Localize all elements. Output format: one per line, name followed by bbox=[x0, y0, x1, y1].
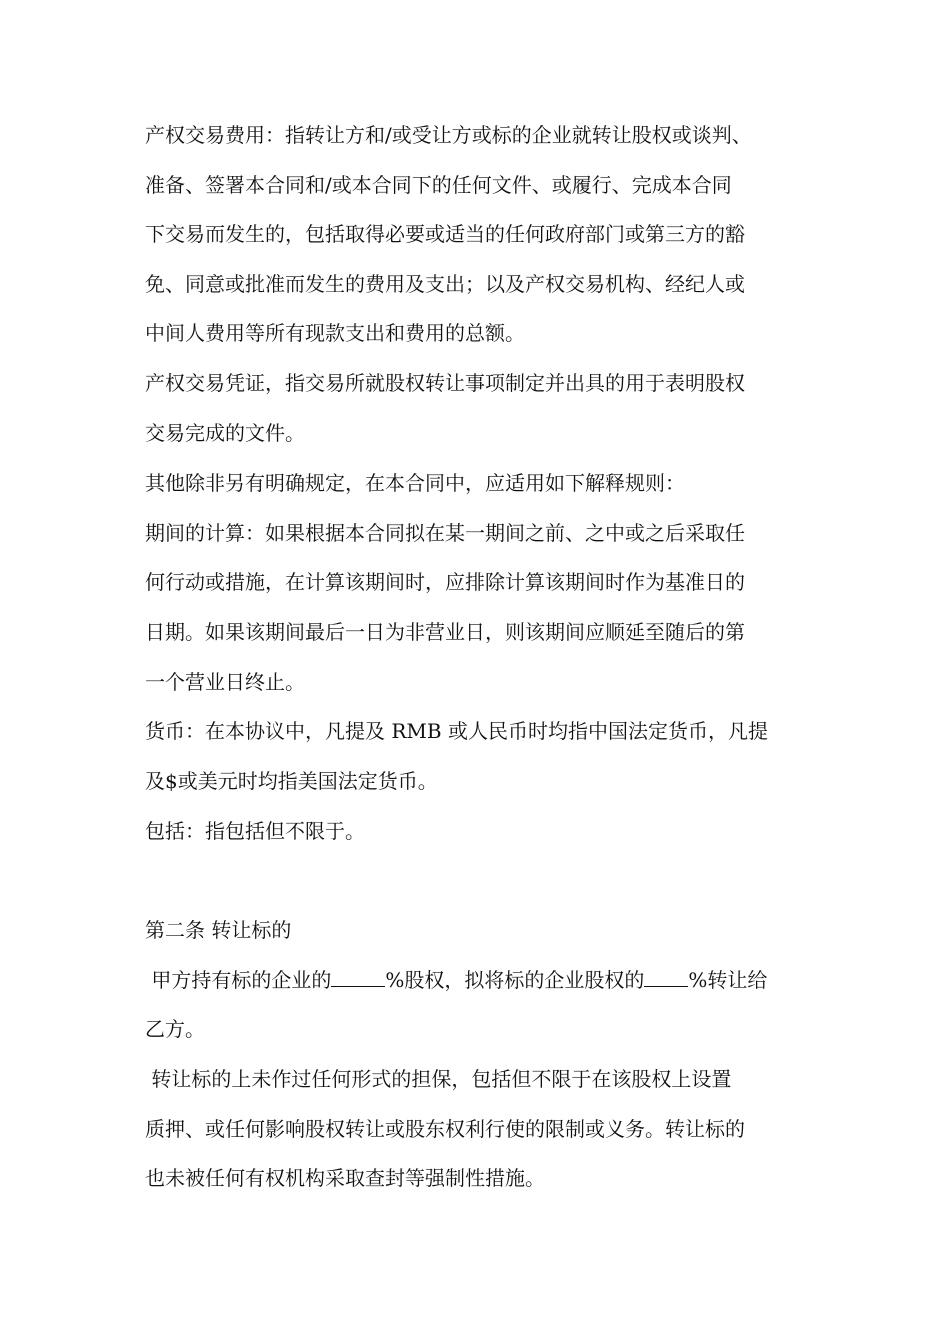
fee-definition-line-1: 产权交易费用：指转让方和/或受让方或标的企业就转让股权或谈判、 bbox=[145, 123, 752, 147]
period-rule-line-4: 一个营业日终止。 bbox=[145, 670, 305, 694]
rules-intro: 其他除非另有明确规定，在本合同中，应适用如下解释规则： bbox=[145, 471, 685, 495]
period-rule-line-3: 日期。如果该期间最后一日为非营业日，则该期间应顺延至随后的第 bbox=[145, 620, 745, 644]
period-rule-line-2: 何行动或措施，在计算该期间时，应排除计算该期间时作为基准日的 bbox=[145, 570, 745, 594]
article-2-paragraph-1-line-1 bbox=[145, 965, 825, 995]
fee-definition-line-3: 下交易而发生的，包括取得必要或适当的任何政府部门或第三方的豁 bbox=[145, 222, 745, 246]
p1-text-part-1: 甲方持有标的企业的 bbox=[145, 968, 332, 992]
article-2-paragraph-2-line-3: 也未被任何有权机构采取查封等强制性措施。 bbox=[145, 1166, 545, 1190]
currency-rule-line-2: 及$或美元时均指美国法定货币。 bbox=[145, 769, 438, 793]
currency-rule-line-1: 货币：在本协议中，凡提及 RMB 或人民币时均指中国法定货币，凡提 bbox=[145, 719, 768, 743]
voucher-definition-line-2: 交易完成的文件。 bbox=[145, 421, 305, 445]
fee-definition-line-5: 中间人费用等所有现款支出和费用的总额。 bbox=[145, 321, 525, 345]
p1-text-part-3: %转让给 bbox=[688, 968, 768, 992]
share-percent-blank-1 bbox=[331, 968, 385, 987]
voucher-definition-line-1: 产权交易凭证，指交易所就股权转让事项制定并出具的用于表明股权 bbox=[145, 371, 745, 395]
period-rule-line-1: 期间的计算：如果根据本合同拟在某一期间之前、之中或之后采取任 bbox=[145, 521, 745, 545]
article-2-paragraph-2-line-1: 转让标的上未作过任何形式的担保，包括但不限于在该股权上设置 bbox=[145, 1067, 732, 1091]
fee-definition-line-2: 准备、签署本合同和/或本合同下的任何文件、或履行、完成本合同 bbox=[145, 173, 732, 197]
article-2-paragraph-2-line-2: 质押、或任何影响股权转让或股东权利行使的限制或义务。转让标的 bbox=[145, 1117, 745, 1141]
article-2-heading: 第二条 转让标的 bbox=[145, 918, 292, 942]
fee-definition-line-4: 免、同意或批准而发生的费用及支出；以及产权交易机构、经纪人或 bbox=[145, 272, 745, 296]
article-2-paragraph-1-line-2: 乙方。 bbox=[145, 1017, 205, 1041]
include-rule: 包括：指包括但不限于。 bbox=[145, 819, 365, 843]
share-percent-blank-2 bbox=[644, 968, 688, 987]
p1-text-part-2: %股权，拟将标的企业股权的 bbox=[385, 968, 645, 992]
